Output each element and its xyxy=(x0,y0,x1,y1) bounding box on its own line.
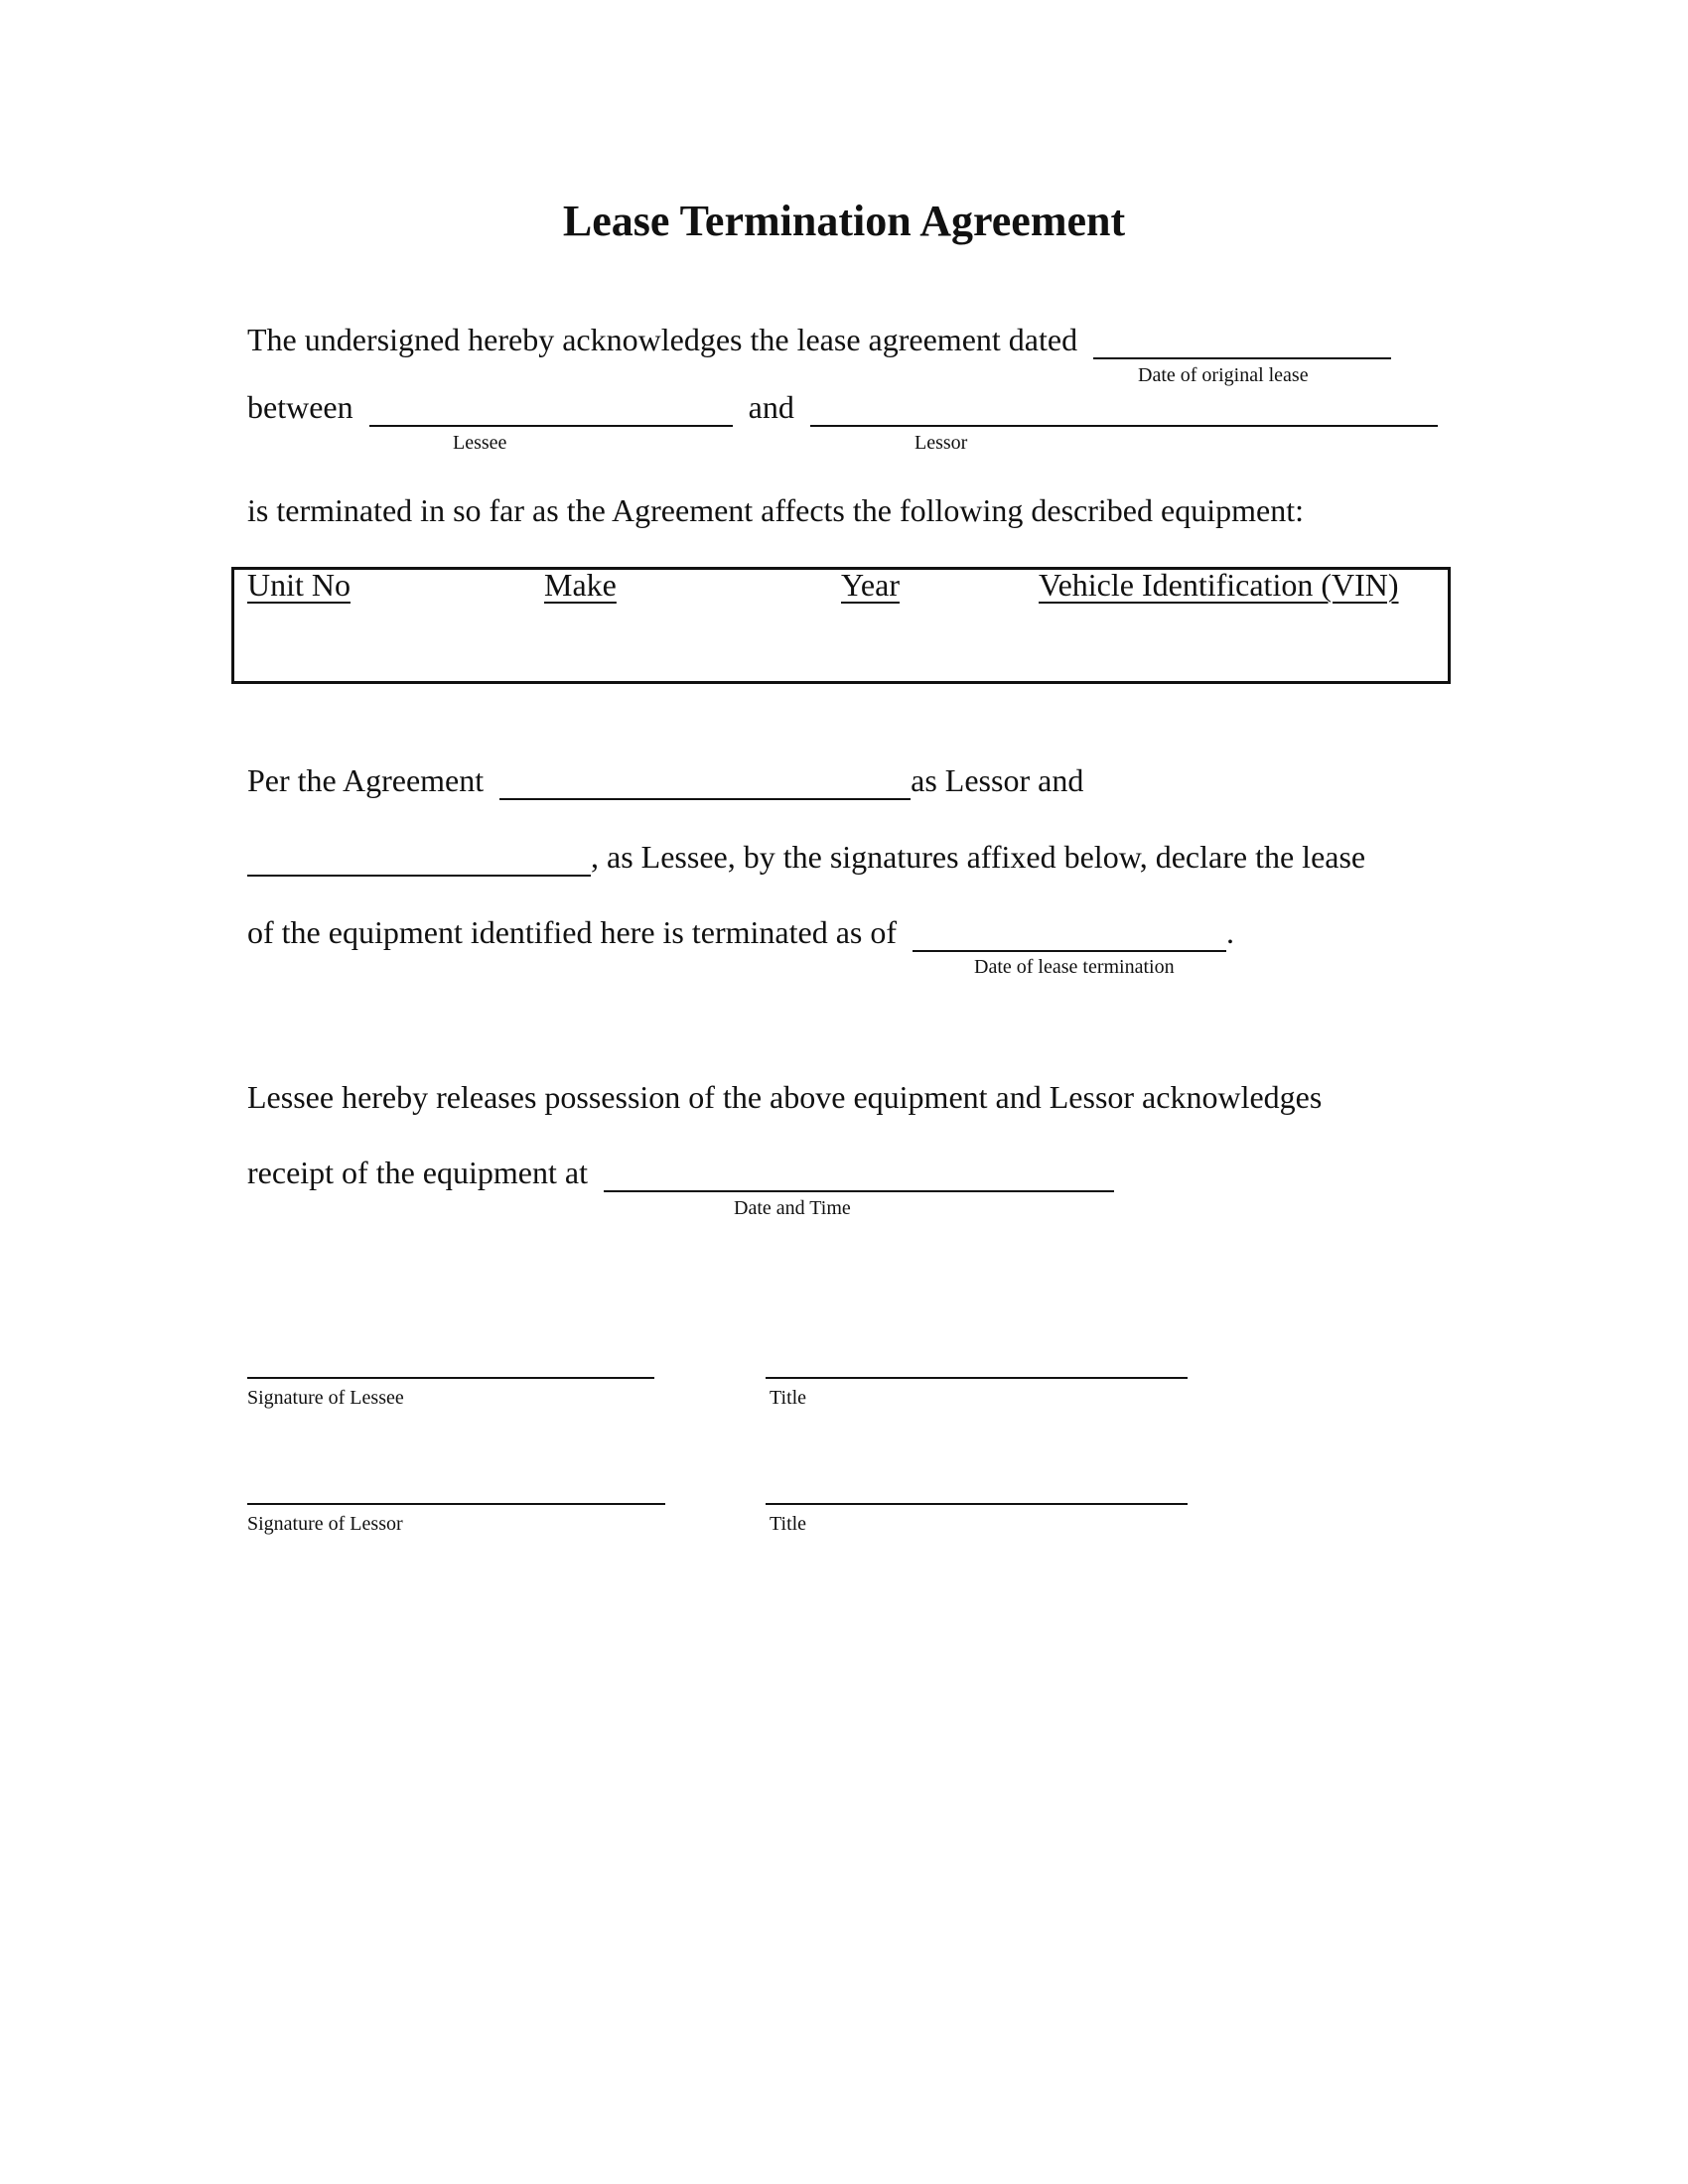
lessor-signature-line xyxy=(247,1503,665,1505)
lessee-title-label: Title xyxy=(770,1387,807,1409)
terminated-equipment-text: is terminated in so far as the Agreement affects the following described equipment: xyxy=(247,492,1304,528)
column-unit-no: Unit No xyxy=(247,567,351,603)
lessee-title-line xyxy=(766,1377,1188,1379)
make-field[interactable] xyxy=(544,621,822,657)
acknowledgement-text: The undersigned hereby acknowledges the lease agreement dated xyxy=(247,322,1078,357)
lessee-signature-label: Signature of Lessee xyxy=(247,1387,404,1409)
lessee-signature-field[interactable] xyxy=(247,1340,654,1376)
as-lessor-text: as Lessor and xyxy=(911,762,1084,798)
unit-no-field[interactable] xyxy=(247,621,525,657)
lessee-caption: Lessee xyxy=(453,432,507,454)
year-field[interactable] xyxy=(841,621,1020,657)
lessor-title-line xyxy=(766,1503,1188,1505)
lessor-caption: Lessor xyxy=(914,432,968,454)
period-text: . xyxy=(1226,914,1234,950)
per-agreement-line xyxy=(247,760,1083,800)
original-lease-date-field[interactable] xyxy=(1093,328,1391,359)
release-possession-text: Lessee hereby releases possession of the above equipment and Lessor acknowledges xyxy=(247,1079,1323,1115)
lessee-signature-line xyxy=(247,1377,654,1379)
original-lease-date-caption: Date of original lease xyxy=(1138,364,1309,386)
and-text: and xyxy=(748,389,794,425)
as-lessee-text: , as Lessee, by the signatures affixed below, declare the lease xyxy=(591,839,1366,875)
receipt-line xyxy=(247,1153,1114,1192)
lessee-name-field[interactable] xyxy=(369,395,733,427)
agreement-lessee-field[interactable] xyxy=(247,845,591,877)
vin-field[interactable] xyxy=(1039,621,1436,657)
agreement-lessor-field[interactable] xyxy=(499,768,911,800)
acknowledgement-line xyxy=(247,320,1391,359)
lessor-signature-field[interactable] xyxy=(247,1466,665,1502)
document-title: Lease Termination Agreement xyxy=(562,197,1126,245)
receipt-datetime-field[interactable] xyxy=(604,1160,1114,1192)
per-agreement-text: Per the Agreement xyxy=(247,762,485,798)
column-year: Year xyxy=(841,567,900,603)
parties-line xyxy=(247,387,1438,427)
column-make: Make xyxy=(544,567,617,603)
receipt-datetime-caption: Date and Time xyxy=(734,1197,851,1219)
lessee-title-field[interactable] xyxy=(766,1340,1188,1376)
between-text: between xyxy=(247,389,353,425)
termination-date-line xyxy=(247,912,1234,952)
lessor-title-field[interactable] xyxy=(766,1466,1188,1502)
column-vin: Vehicle Identification (VIN) xyxy=(1039,567,1399,603)
termination-date-caption: Date of lease termination xyxy=(974,956,1175,978)
terminated-as-of-text: of the equipment identified here is terminated as of xyxy=(247,914,897,950)
lessee-declaration-line xyxy=(247,837,1365,877)
termination-date-field[interactable] xyxy=(913,920,1226,952)
receipt-text: receipt of the equipment at xyxy=(247,1155,588,1190)
lessor-title-label: Title xyxy=(770,1513,807,1535)
lessor-signature-label: Signature of Lessor xyxy=(247,1513,403,1535)
lessor-name-field[interactable] xyxy=(810,395,1438,427)
